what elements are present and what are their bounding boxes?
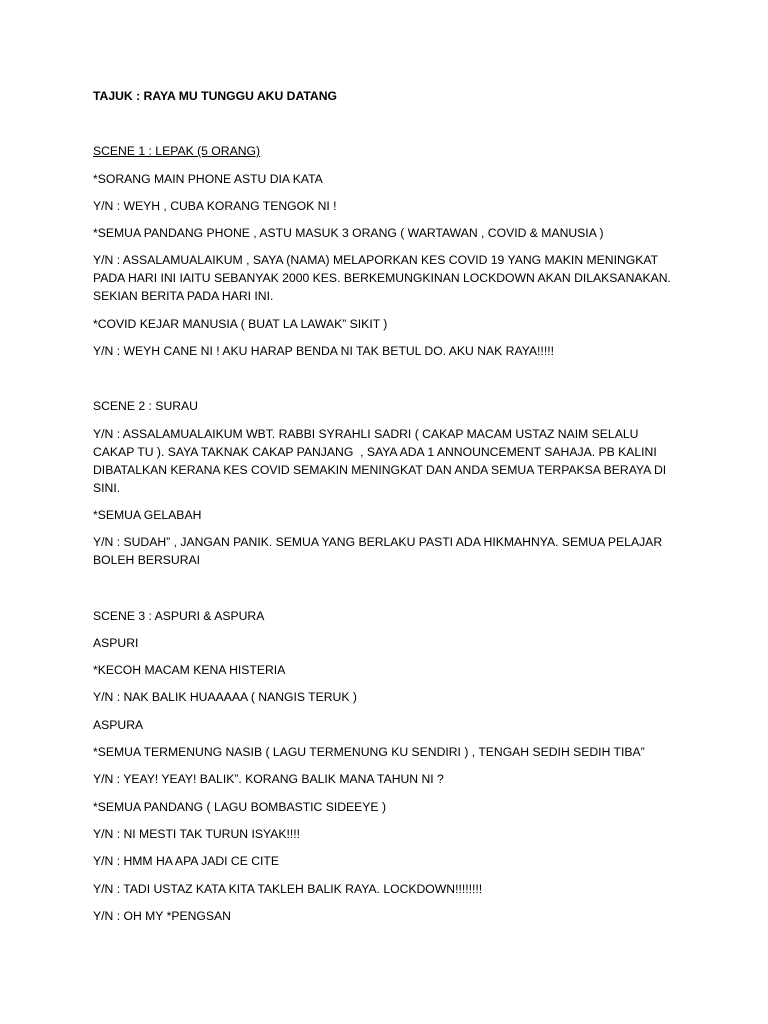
document-body [93,87,678,934]
scene-1-line: *SORANG MAIN PHONE ASTU DIA KATA [93,171,323,186]
scene-1-line: Y/N : WEYH , CUBA KORANG TENGOK NI ! [93,198,337,213]
spacer [93,579,678,607]
scene-2-line: Y/N : SUDAH” , JANGAN PANIK. SEMUA YANG BERLAKU PASTI ADA HIKMAHNYA. SEMUA PELAJAR BOLEH BERSURAI [93,535,666,568]
scene-1-line: *COVID KEJAR MANUSIA ( BUAT LA LAWAK” SIKIT ) [93,316,388,331]
scene-1-line: Y/N : ASSALAMUALAIKUM , SAYA (NAMA) MELAPORKAN KES COVID 19 YANG MAKIN MENINGKAT PADA HARI INI IAITU SEBANYAK 2000 KES. BERKEMUNGKINAN LOCKDOWN AKAN DILAKSANAKAN. SEKIAN BERITA PADA HARI INI. [93,253,675,304]
scene-1-line: *SEMUA PANDANG PHONE , ASTU MASUK 3 ORANG ( WARTAWAN , COVID & MANUSIA ) [93,226,604,241]
scene-3-line: Y/N : YEAY! YEAY! BALIK”. KORANG BALIK MANA TAHUN NI ? [93,772,444,787]
scene-3-heading: SCENE 3 : ASPURI & ASPURA [93,608,265,623]
scene-2-line: *SEMUA GELABAH [93,507,202,522]
scene-3-line: ASPURI [93,635,139,650]
spacer [93,369,678,397]
scene-1-line: Y/N : WEYH CANE NI ! AKU HARAP BENDA NI TAK BETUL DO. AKU NAK RAYA!!!!! [93,344,554,359]
scene-3-line: Y/N : HMM HA APA JADI CE CITE [93,854,280,869]
document-title: TAJUK : RAYA MU TUNGGU AKU DATANG [93,89,337,103]
scene-3-line: *SEMUA PANDANG ( LAGU BOMBASTIC SIDEEYE ) [93,799,387,814]
scene-3-line: Y/N : NI MESTI TAK TURUN ISYAK!!!! [93,826,300,841]
scene-1-heading: SCENE 1 : LEPAK (5 ORANG) [93,144,261,159]
scene-3-line: Y/N : TADI USTAZ KATA KITA TAKLEH BALIK RAYA. LOCKDOWN!!!!!!!! [93,881,483,896]
scene-2-line: Y/N : ASSALAMUALAIKUM WBT. RABBI SYRAHLI SADRI ( CAKAP MACAM USTAZ NAIM SELALU CAKAP TU ). SAYA TAKNAK CAKAP PANJANG , SAYA ADA 1 ANNOUNCEMENT SAHAJA. PB KALINI DIBATALKAN KERANA KES COVID SEMAKIN MENINGKAT DAN ANDA SEMUA TERPAKSA BERAYA DI SINI. [93,426,670,495]
scene-3-line: *KECOH MACAM KENA HISTERIA [93,663,286,678]
scene-3-line: Y/N : OH MY *PENGSAN [93,908,231,923]
scene-3-line: Y/N : NAK BALIK HUAAAAA ( NANGIS TERUK ) [93,690,357,705]
spacer [93,114,678,142]
scene-3-line: *SEMUA TERMENUNG NASIB ( LAGU TERMENUNG KU SENDIRI ) , TENGAH SEDIH SEDIH TIBA” [93,745,645,760]
scene-2-heading: SCENE 2 : SURAU [93,399,198,414]
scene-3-line: ASPURA [93,717,144,732]
